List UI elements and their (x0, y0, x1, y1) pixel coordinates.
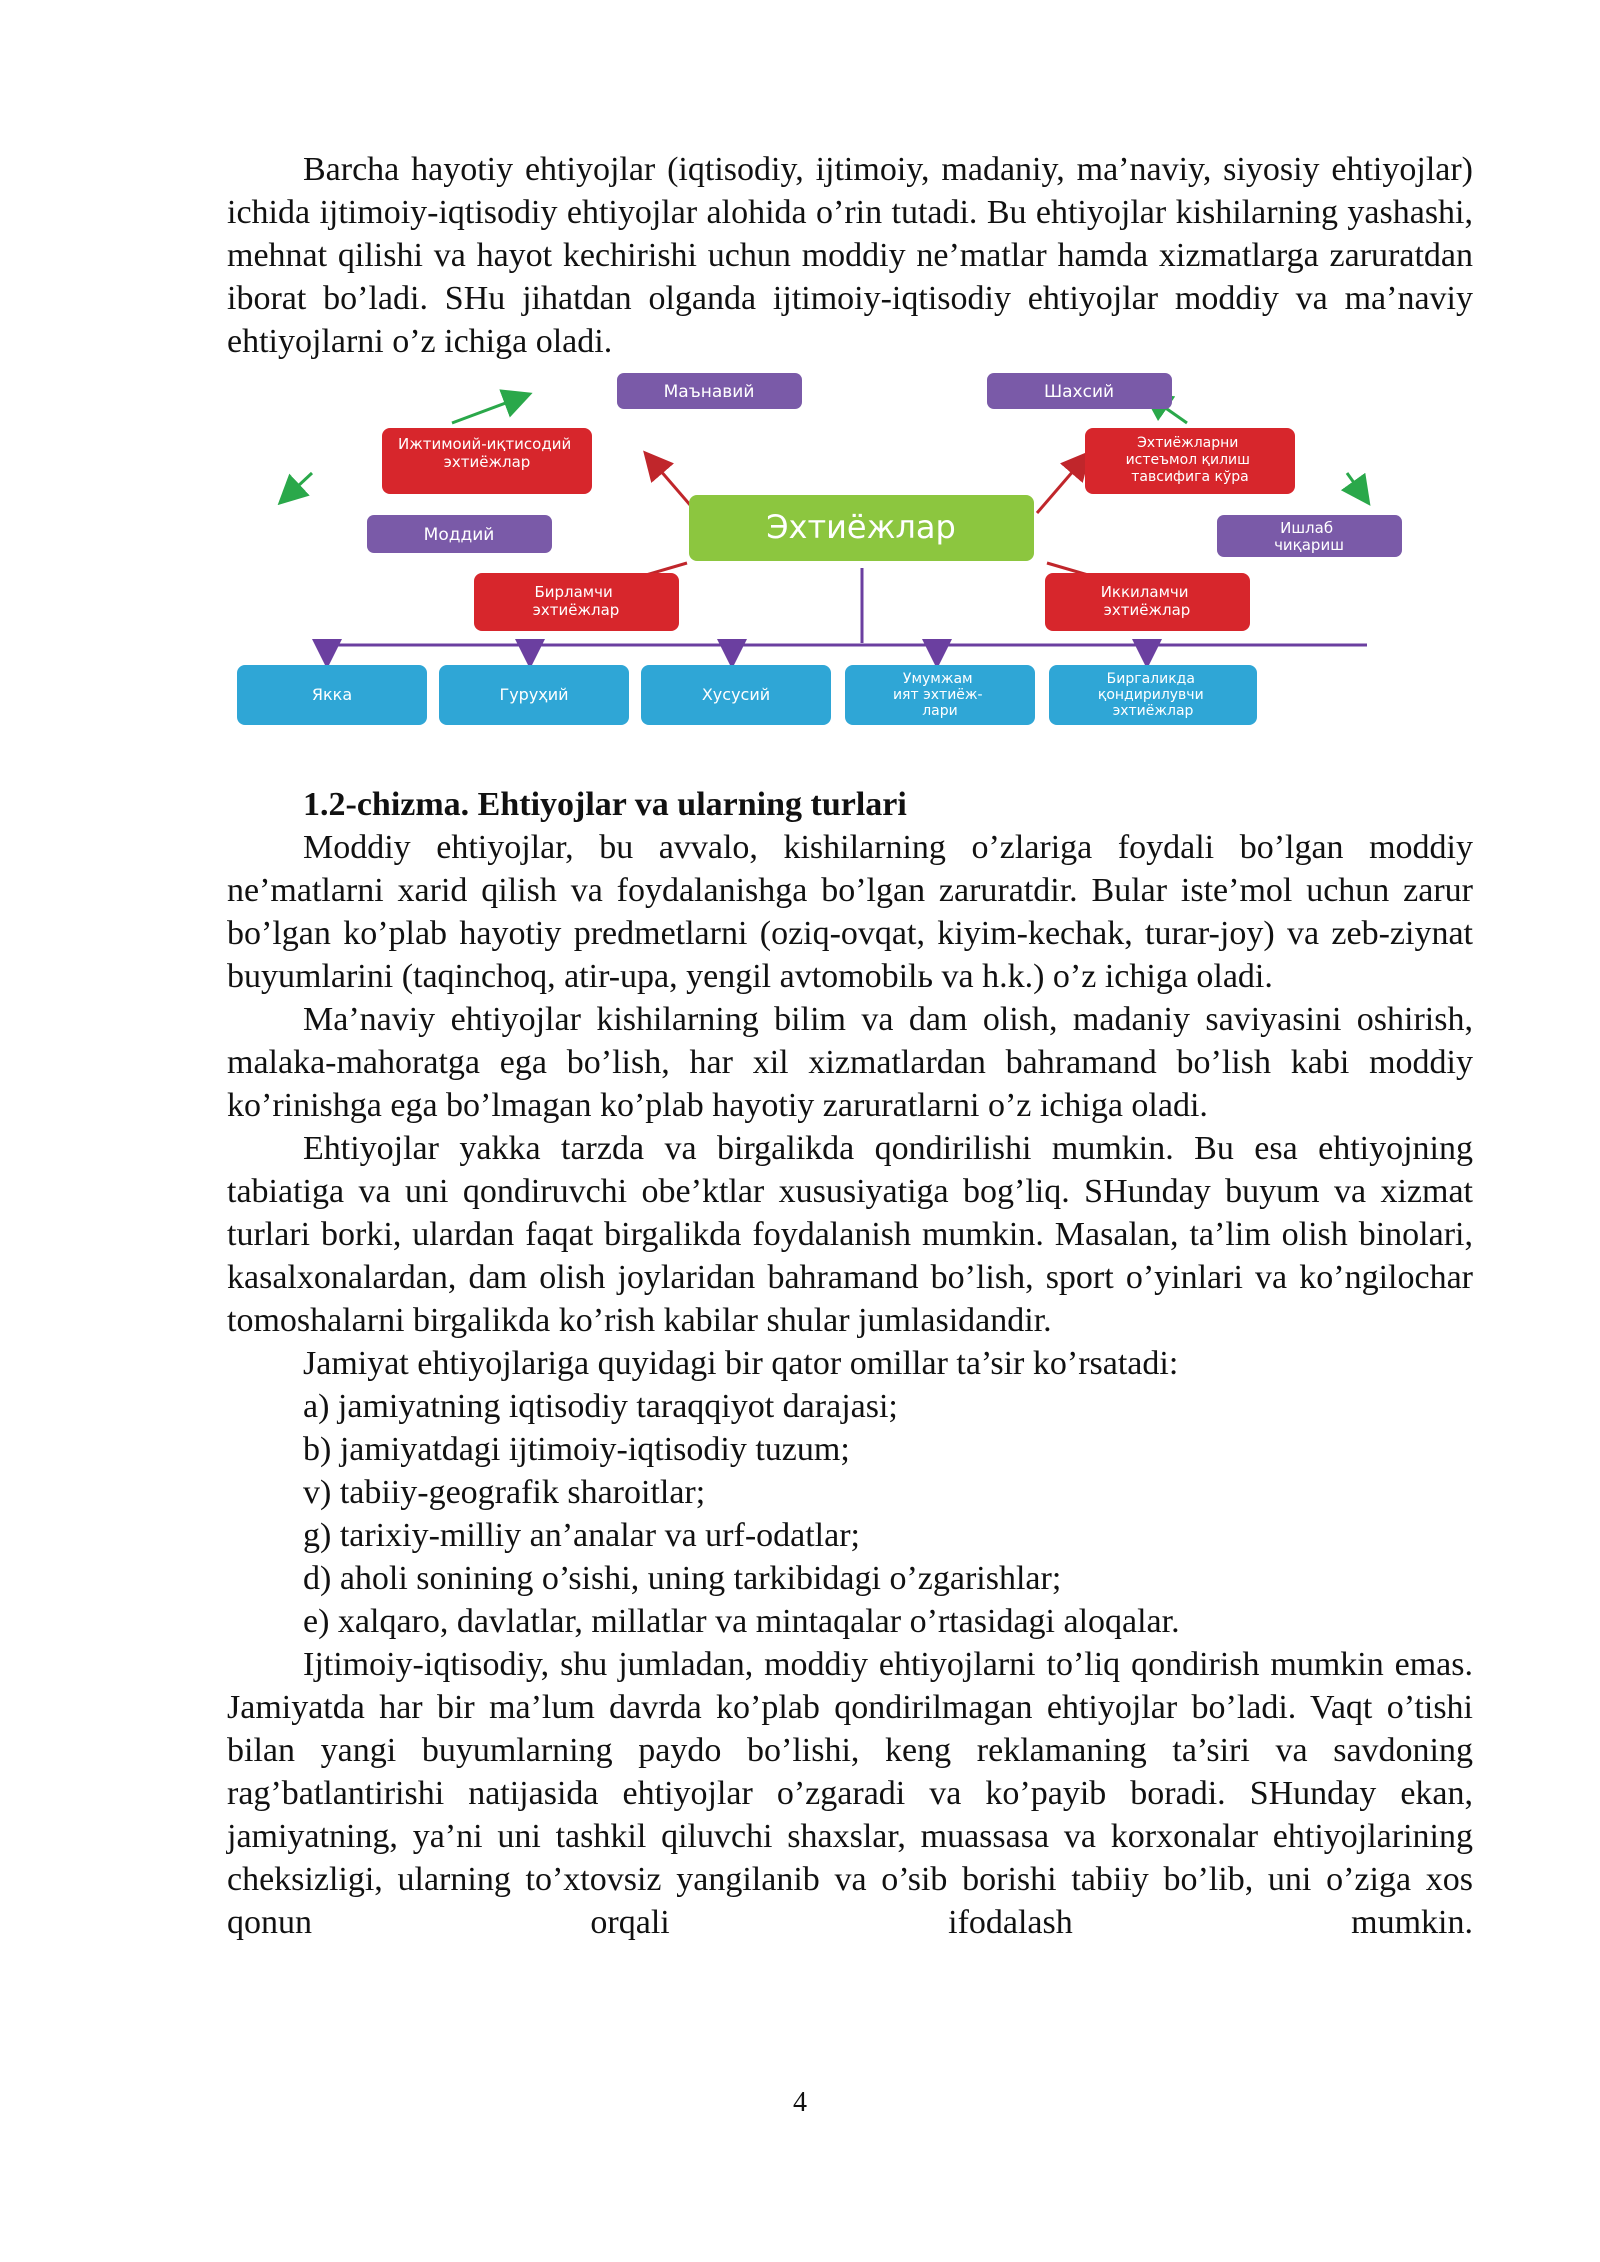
consumption-line: Эхтиёжларни (1137, 435, 1239, 451)
bottom-5-line: эхтиёжлар (1112, 703, 1194, 719)
arrow-to-consumption (1037, 455, 1087, 513)
node-production-label (1274, 519, 1344, 554)
paragraph-joint-needs: Ehtiyojlar yakka tarzda va birgalikda qondirilishi mumkin. Bu esa ehtiyojning tabiatiga va uni qondiruvchi obe’ktlar xususiyatiga bog’liq. SHunday buyum va xizmat turlari borki, ulardan faqat birgalikda foydalanish mumkin. Masalan, ta’lim olish binolari, kasalxonalardan, dam olish joylaridan bahramand bo’lish, sport o’yinlari va ko’ngilochar tomoshalarni birgalikda ko’rish kabilar shular jumlasidandir. (227, 1130, 1473, 1339)
node-bottom-4 (845, 665, 1035, 725)
node-secondary-label (1101, 583, 1194, 619)
bottom-4-line: Умумжам (902, 671, 973, 687)
paragraph-factors-intro: Jamiyat ehtiyojlariga quyidagi bir qator omillar ta’sir ko’rsatadi: (303, 1345, 1179, 1382)
bottom-5-line: Биргаликда (1106, 671, 1195, 687)
page-number: 4 (793, 2087, 807, 2118)
node-spiritual (617, 373, 802, 409)
node-bottom-3-label: Хусусий (701, 685, 771, 704)
node-bottom-5-label (1098, 671, 1208, 719)
node-personal (987, 373, 1172, 409)
node-production (1217, 515, 1402, 557)
production-line: Ишлаб (1280, 519, 1334, 537)
node-center (689, 495, 1034, 561)
node-secondary (1045, 573, 1250, 631)
secondary-line: эхтиёжлар (1103, 601, 1191, 619)
node-primary-label (533, 583, 620, 619)
list-item: e) xalqaro, davlatlar, millatlar va mintaqalar o’rtasidagi aloqalar. (303, 1603, 1180, 1640)
list-item: v) tabiiy-geografik sharoitlar; (303, 1474, 706, 1511)
secondary-line: Иккиламчи (1100, 583, 1189, 601)
node-by-consumption (1085, 428, 1295, 494)
social-line: Ижтимоий-иқтисодий (398, 435, 572, 453)
paragraph-material-needs: Moddiy ehtiyojlar, bu avvalo, kishilarning o’zlariga foydali bo’lgan moddiy ne’matlarni xarid qilish va foydalanishga bo’lgan zaruratdir. Bular iste’mol uchun zarur bo’lgan ko’plab hayotiy predmetlarni (oziq-ovqat, kiyim-kechak, turar-joy) va zeb-ziynat buyumlarini (taqinchoq, atir-upa, yengil avtomobilь va h.k.) o’z ichiga oladi. (227, 829, 1473, 995)
figure-caption: 1.2-chizma. Ehtiyojlar va ularning turlari (303, 786, 907, 823)
list-item: b) jamiyatdagi ijtimoiy-iqtisodiy tuzum; (303, 1431, 850, 1468)
paragraph-intro: Barcha hayotiy ehtiyojlar (iqtisodiy, ijtimoiy, madaniy, ma’naviy, siyosiy ehtiyojlar) ichida ijtimoiy-iqtisodiy ehtiyojlar alohida o’rin tutadi. Bu ehtiyojlar kishilarning yashashi, mehnat qilishi va hayot kechirishi uchun moddiy ne’matlar hamda xizmatlarga zaruratdan iborat bo’ladi. SHu jihatdan olganda ijtimoiy-iqtisodiy ehtiyojlar moddiy va ma’naviy ehtiyojlarni o’z ichiga oladi. (227, 151, 1473, 360)
node-bottom-1-label: Якка (311, 685, 353, 704)
arrow-to-material (282, 473, 312, 501)
primary-line: Бирламчи (534, 583, 613, 601)
node-primary (474, 573, 679, 631)
node-social-economic (382, 428, 592, 494)
list-item: d) aholi sonining o’sishi, uning tarkibidagi o’zgarishlar; (303, 1560, 1062, 1597)
bottom-4-line: лари (922, 703, 958, 719)
arrow-to-spiritual (452, 395, 527, 423)
bottom-5-line: қондирилувчи (1097, 687, 1204, 703)
paragraph-spiritual-needs: Ma’naviy ehtiyojlar kishilarning bilim va dam olish, madaniy saviyasini oshirish, malaka-mahoratga ega bo’lish, har xil xizmatlardan bahramand bo’lish kabi moddiy ko’rinishga ega bo’lmagan ko’plab hayotiy zaruratlarni o’z ichiga oladi. (227, 1001, 1473, 1124)
needs-diagram (227, 373, 1473, 745)
primary-line: эхтиёжлар (532, 601, 620, 619)
node-bottom-5 (1049, 665, 1257, 725)
node-bottom-1 (237, 665, 427, 725)
node-spiritual-label: Маънавий (663, 382, 755, 402)
arrow-to-production (1347, 473, 1367, 501)
consumption-line: истеъмол қилиш (1125, 452, 1250, 468)
node-material-label: Моддий (423, 525, 495, 545)
node-bottom-2-label: Гуруҳий (499, 685, 569, 704)
diagram-canvas (227, 373, 1473, 745)
node-personal-label: Шахсий (1043, 382, 1115, 402)
list-item: a) jamiyatning iqtisodiy taraqqiyot darajasi; (303, 1388, 898, 1425)
consumption-line: тавсифига кўра (1131, 469, 1249, 485)
node-bottom-2 (439, 665, 629, 725)
node-material (367, 515, 552, 553)
social-line: эхтиёжлар (443, 453, 531, 471)
node-by-consumption-label (1126, 435, 1255, 485)
node-bottom-3 (641, 665, 831, 725)
node-center-label: Эхтиёжлар (766, 508, 956, 546)
paragraph-final: Ijtimoiy-iqtisodiy, shu jumladan, moddiy ehtiyojlarni to’liq qondirish mumkin emas. Jamiyatda har bir ma’lum davrda ko’plab qondirilmagan ehtiyojlar bo’ladi. Vaqt o’tishi bilan yangi buyumlarning paydo bo’lishi, keng reklamaning ta’siri va savdoning rag’batlantirishi natijasida ehtiyojlar o’zgaradi va ko’payib boradi. SHunday ekan, jamiyatning, ya’ni uni tashkil qiluvchi shaxslar, muassasa va korxonalar ehtiyojlarining cheksizligi, ularning to’xtovsiz yangilanib va o’sib borishi tabiiy bo’lib, uni o’ziga xos qonun orqali ifodalash mumkin. (227, 1646, 1473, 1941)
production-line: чиқариш (1274, 536, 1344, 554)
bottom-4-line: ият эхтиёж- (892, 687, 983, 703)
list-item: g) tarixiy-milliy an’analar va urf-odatlar; (303, 1517, 860, 1554)
document-page (227, 148, 1473, 1944)
